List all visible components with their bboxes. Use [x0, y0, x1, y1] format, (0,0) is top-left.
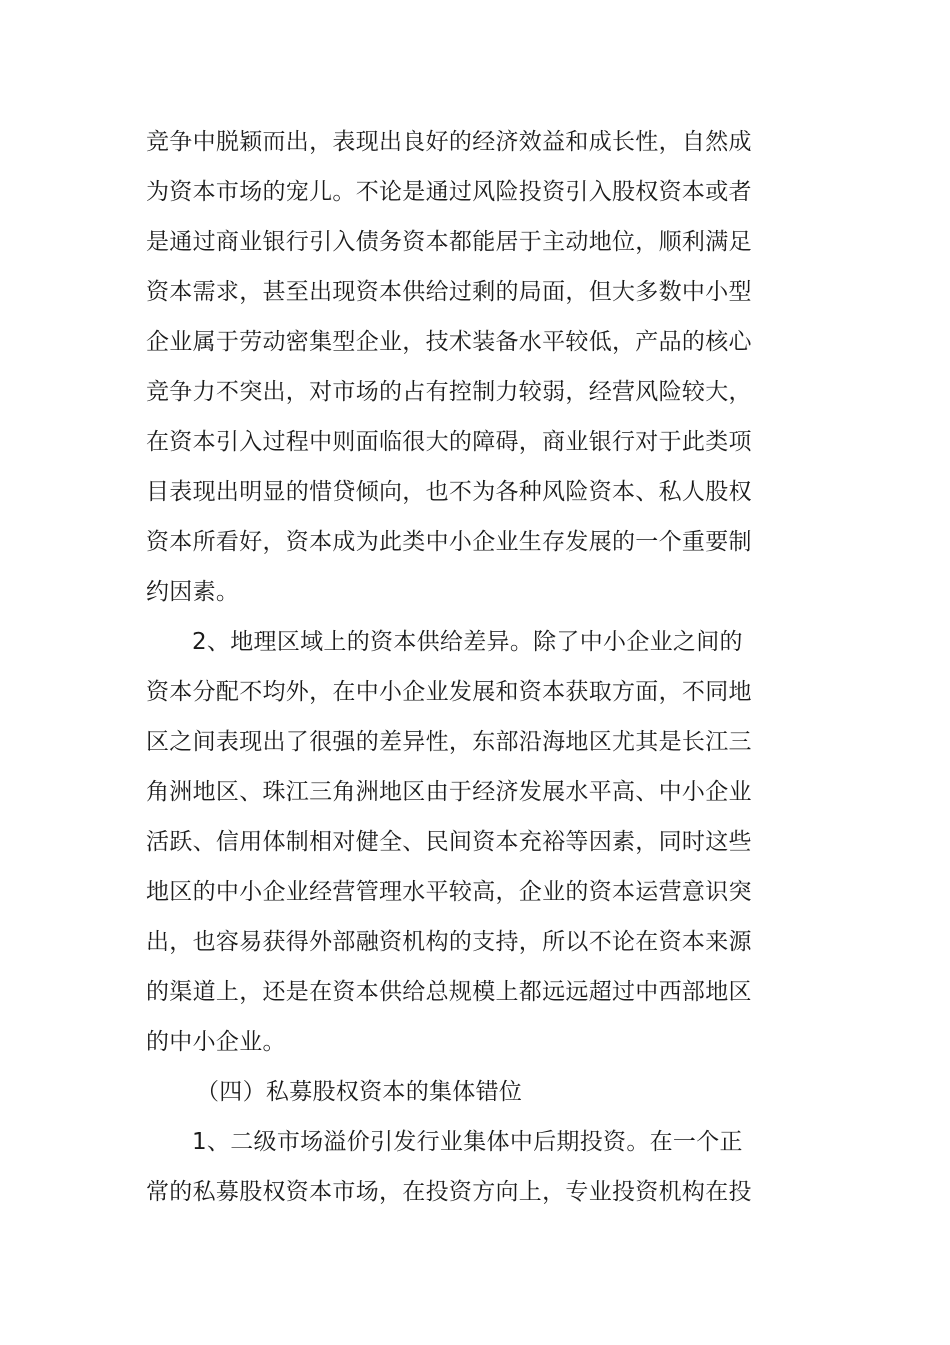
- text-line: 在资本引入过程中则面临很大的障碍，商业银行对于此类项: [146, 429, 752, 455]
- section-heading: （四）私募股权资本的集体错位: [196, 1079, 523, 1105]
- text-line: 是通过商业银行引入债务资本都能居于主动地位，顺利满足: [146, 229, 752, 255]
- text-line: 为资本市场的宠儿。不论是通过风险投资引入股权资本或者: [146, 179, 752, 205]
- text-line: 企业属于劳动密集型企业，技术装备水平较低，产品的核心: [146, 329, 752, 355]
- text-line: 活跃、信用体制相对健全、民间资本充裕等因素，同时这些: [146, 829, 752, 855]
- text-line: 的渠道上，还是在资本供给总规模上都远远超过中西部地区: [146, 979, 752, 1005]
- paragraph-start-line: 2、地理区域上的资本供给差异。除了中小企业之间的: [192, 629, 743, 655]
- text-line: 地区的中小企业经营管理水平较高，企业的资本运营意识突: [146, 879, 752, 905]
- text-line: 约因素。: [146, 579, 240, 605]
- text-line: 常的私募股权资本市场，在投资方向上，专业投资机构在投: [146, 1179, 752, 1205]
- paragraph-start-line: 1、二级市场溢价引发行业集体中后期投资。在一个正: [192, 1129, 743, 1155]
- text-line: 的中小企业。: [146, 1029, 286, 1055]
- text-line: 资本所看好，资本成为此类中小企业生存发展的一个重要制: [146, 529, 752, 555]
- text-line: 资本需求，甚至出现资本供给过剩的局面，但大多数中小型: [146, 279, 752, 305]
- text-line: 出，也容易获得外部融资机构的支持，所以不论在资本来源: [146, 929, 752, 955]
- text-line: 角洲地区、珠江三角洲地区由于经济发展水平高、中小企业: [146, 779, 752, 805]
- text-line: 竞争力不突出，对市场的占有控制力较弱，经营风险较大，: [146, 379, 752, 405]
- text-line: 区之间表现出了很强的差异性，东部沿海地区尤其是长江三: [146, 729, 752, 755]
- text-line: 竞争中脱颖而出，表现出良好的经济效益和成长性，自然成: [146, 129, 752, 155]
- text-line: 目表现出明显的惜贷倾向，也不为各种风险资本、私人股权: [146, 479, 752, 505]
- text-line: 资本分配不均外，在中小企业发展和资本获取方面，不同地: [146, 679, 752, 705]
